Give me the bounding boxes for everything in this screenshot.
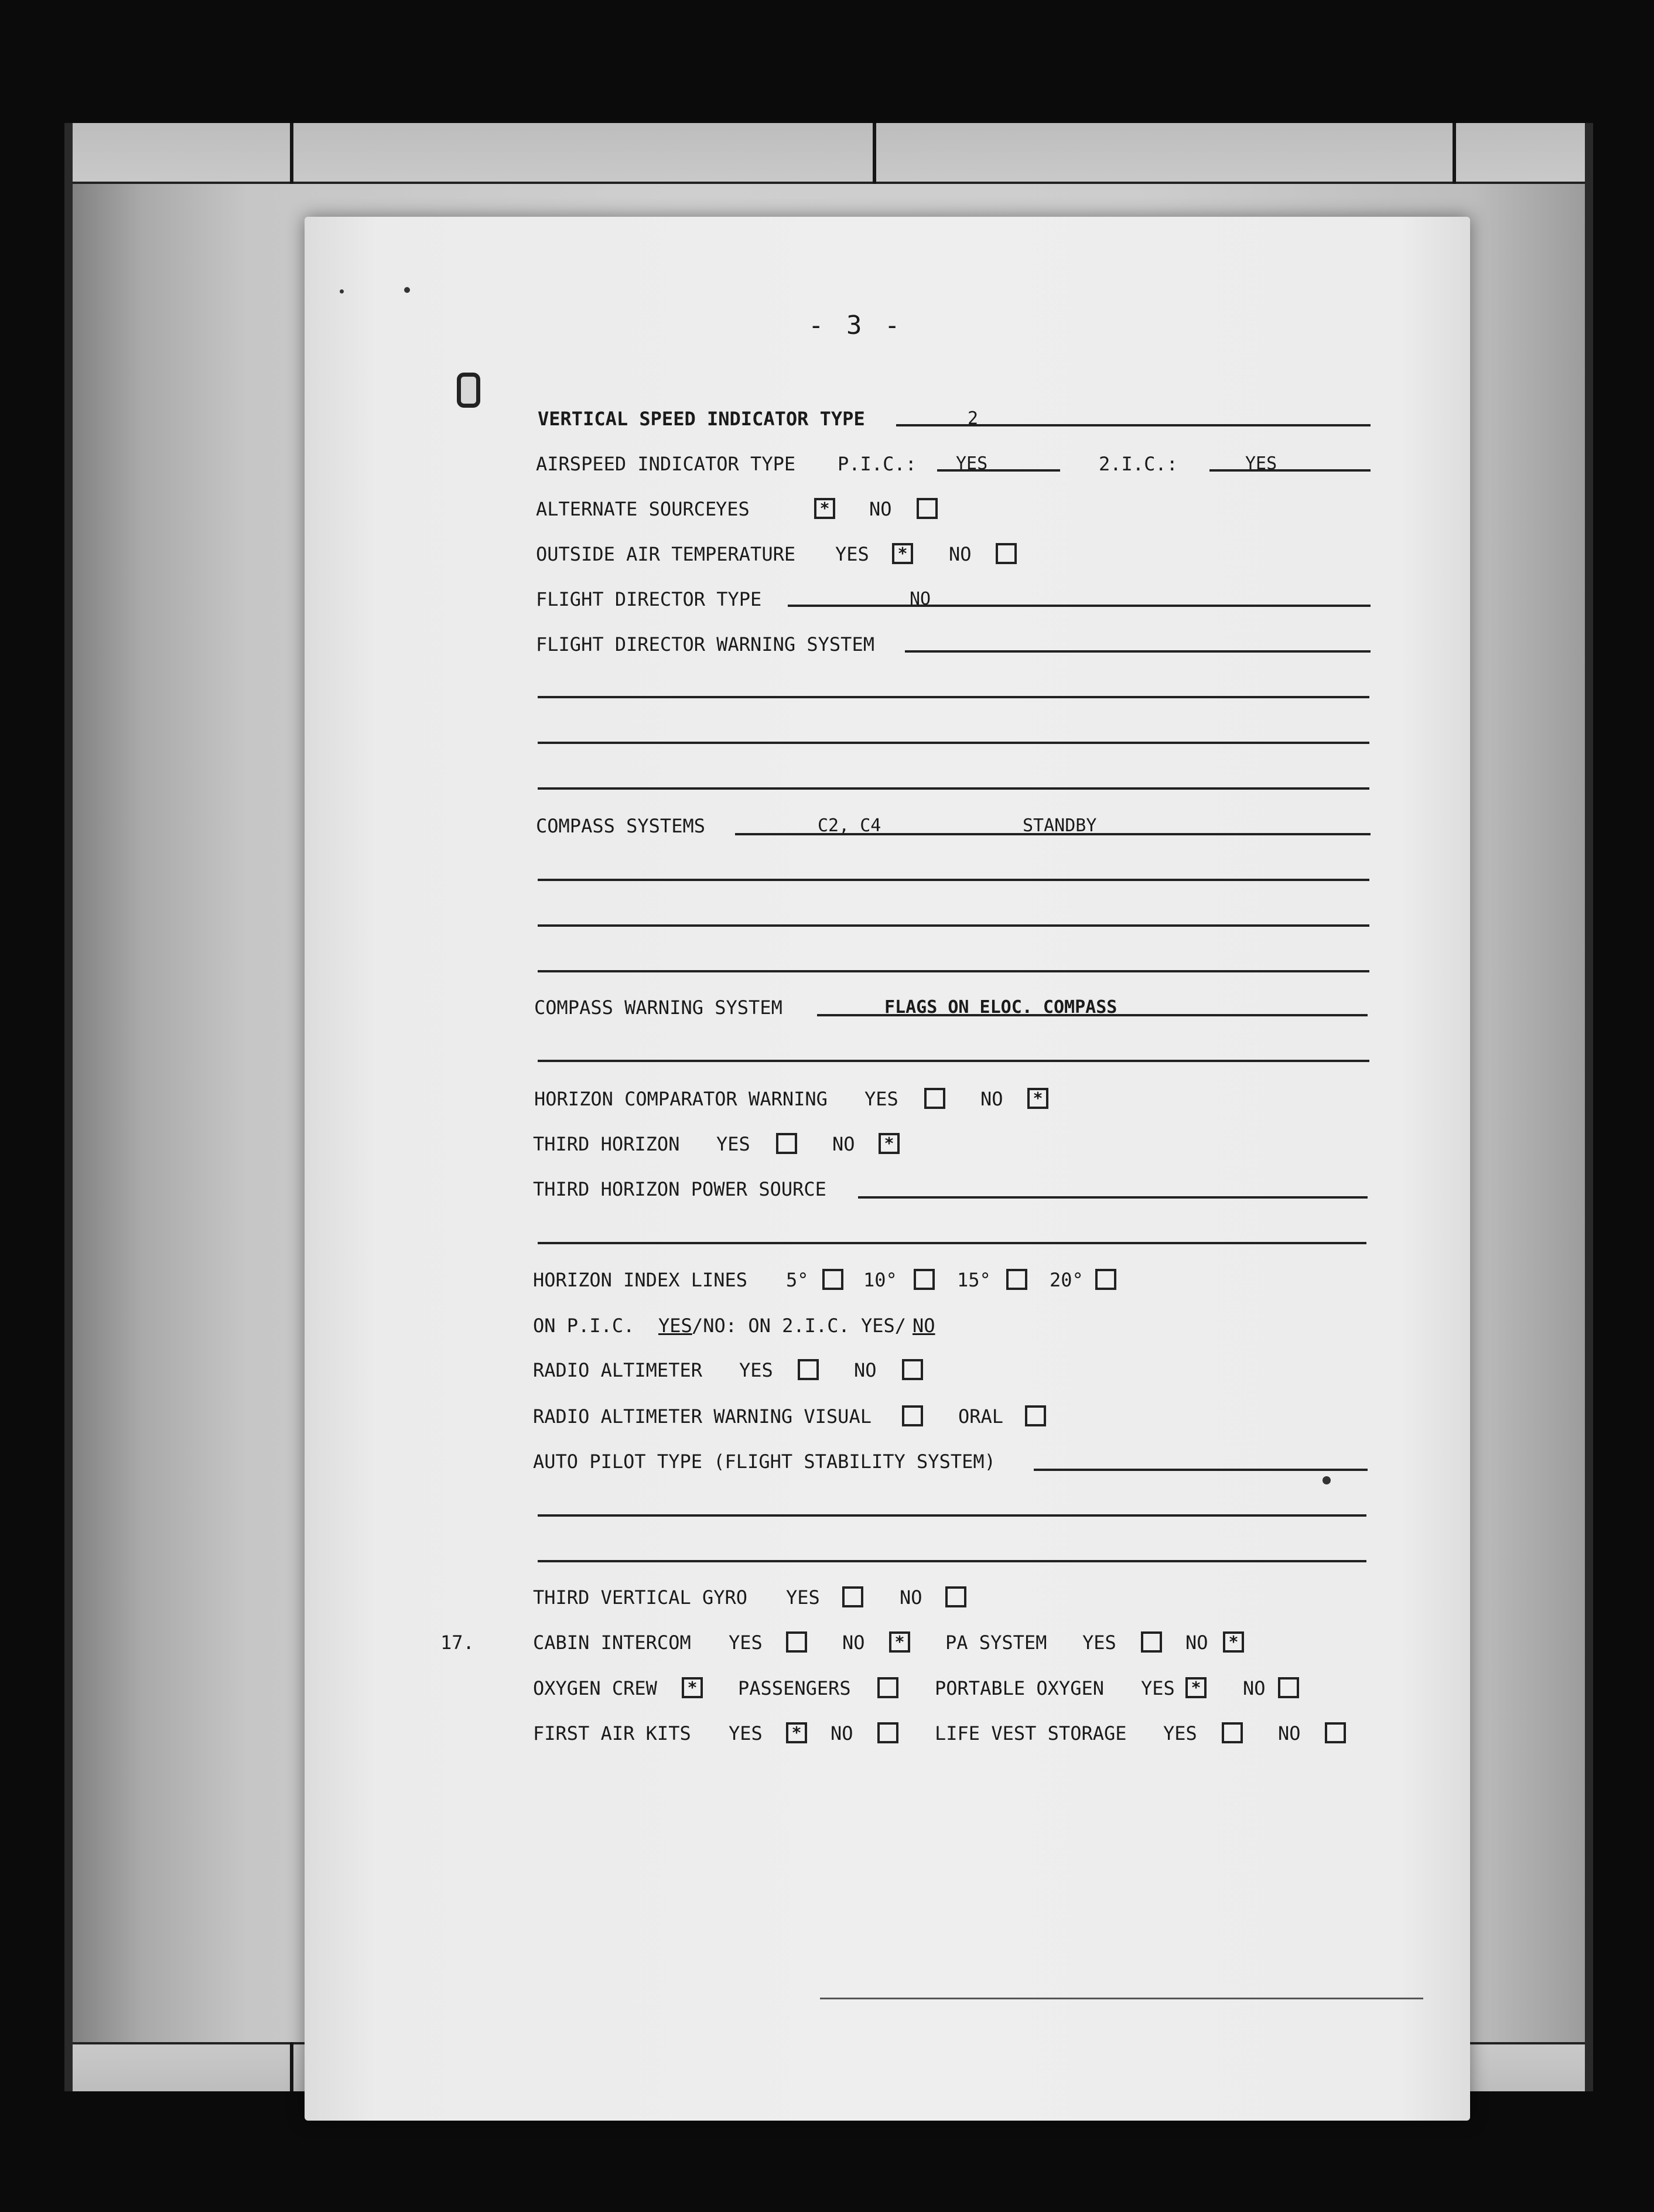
fd-warning-line (905, 650, 1371, 653)
blank-line (538, 1060, 1369, 1062)
row-radio-alt-warning (0, 1402, 1654, 1431)
compass-label: COMPASS SYSTEMS (536, 815, 705, 837)
blank-line (538, 787, 1369, 790)
life-vest-no-label: NO (1278, 1722, 1301, 1745)
alt-source-yes-checkbox[interactable]: * (814, 498, 835, 519)
radio-alt-no-label: NO (854, 1359, 877, 1381)
fd-type-label: FLIGHT DIRECTOR TYPE (536, 588, 762, 610)
vsi-value: 2 (968, 408, 979, 429)
row-third-gyro (0, 1583, 1654, 1612)
row-cabin-intercom (0, 1628, 1654, 1657)
row-alternate-source (0, 494, 1654, 524)
horizon-comp-yes-label: YES (864, 1088, 898, 1110)
oat-label: OUTSIDE AIR TEMPERATURE (536, 543, 796, 565)
index-20-checkbox[interactable] (1095, 1269, 1116, 1290)
portable-oxygen-yes-checkbox[interactable]: * (1185, 1677, 1207, 1698)
airspeed-2ic-label: 2.I.C.: (1099, 453, 1178, 475)
punch-hole-mark (457, 373, 480, 408)
cabin-intercom-no-checkbox[interactable]: * (889, 1631, 910, 1653)
radio-alt-visual-checkbox[interactable] (902, 1405, 923, 1426)
row-oxygen (0, 1674, 1654, 1703)
row-autopilot (0, 1447, 1654, 1476)
autopilot-line (1034, 1469, 1368, 1471)
row-horizon-comparator (0, 1084, 1654, 1114)
airspeed-label: AIRSPEED INDICATOR TYPE (536, 453, 796, 475)
pa-system-no-label: NO (1185, 1631, 1208, 1654)
on-pic-slash: /NO: ON 2.I.C. YES/ (692, 1315, 907, 1337)
row-compass-systems (0, 811, 1654, 841)
third-gyro-yes-label: YES (786, 1586, 820, 1609)
portable-oxygen-label: PORTABLE OXYGEN (935, 1677, 1104, 1699)
third-horizon-no-label: NO (832, 1133, 855, 1155)
fd-type-value: NO (910, 589, 931, 609)
speck (1322, 1476, 1331, 1484)
radio-alt-yes-label: YES (739, 1359, 773, 1381)
row-compass-warning (0, 993, 1654, 1022)
film-divider (1453, 123, 1456, 184)
fd-type-line (788, 605, 1371, 607)
alt-source-label: ALTERNATE SOURCE (536, 498, 717, 520)
footer-rule (820, 1998, 1423, 1999)
oat-no-label: NO (949, 543, 972, 565)
index-10-label: 10° (863, 1269, 897, 1291)
horizon-index-label: HORIZON INDEX LINES (533, 1269, 748, 1291)
pa-system-label: PA SYSTEM (945, 1631, 1047, 1654)
row-radio-altimeter (0, 1356, 1654, 1385)
first-aid-no-label: NO (831, 1722, 853, 1745)
third-horizon-yes-checkbox[interactable] (776, 1133, 797, 1154)
life-vest-no-checkbox[interactable] (1325, 1722, 1346, 1743)
blank-line (538, 879, 1369, 881)
blank-line (538, 742, 1369, 744)
oat-yes-label: YES (835, 543, 869, 565)
life-vest-yes-label: YES (1163, 1722, 1197, 1745)
third-horizon-power-label: THIRD HORIZON POWER SOURCE (533, 1178, 826, 1200)
oat-no-checkbox[interactable] (996, 543, 1017, 564)
blank-line (538, 1242, 1366, 1244)
compass-warning-line (817, 1014, 1368, 1016)
film-divider (290, 123, 293, 184)
row-airspeed (0, 449, 1654, 479)
row-vsi (0, 404, 1654, 433)
row-first-aid (0, 1719, 1654, 1748)
pa-system-yes-label: YES (1082, 1631, 1116, 1654)
blank-line (538, 696, 1369, 698)
first-aid-yes-label: YES (729, 1722, 763, 1745)
alt-source-no-label: NO (869, 498, 892, 520)
first-aid-label: FIRST AIR KITS (533, 1722, 691, 1745)
vsi-label: VERTICAL SPEED INDICATOR TYPE (538, 408, 865, 430)
third-horizon-no-checkbox[interactable]: * (879, 1133, 900, 1154)
airspeed-2ic-line (1209, 469, 1371, 472)
life-vest-label: LIFE VEST STORAGE (935, 1722, 1127, 1745)
airspeed-pic-label: P.I.C.: (838, 453, 917, 475)
portable-oxygen-no-checkbox[interactable] (1278, 1677, 1299, 1698)
compass-warning-label: COMPASS WARNING SYSTEM (534, 996, 782, 1019)
horizon-comp-label: HORIZON COMPARATOR WARNING (534, 1088, 828, 1110)
cabin-intercom-yes-checkbox[interactable] (786, 1631, 807, 1653)
oral-label: ORAL (958, 1405, 1004, 1428)
radio-alt-yes-checkbox[interactable] (798, 1359, 819, 1380)
on-pic-label: ON P.I.C. (533, 1315, 635, 1337)
film-divider (873, 123, 876, 184)
index-5-label: 5° (786, 1269, 809, 1291)
index-15-checkbox[interactable] (1006, 1269, 1027, 1290)
compass-warning-value: FLAGS ON ELOC. COMPASS (884, 997, 1118, 1018)
cabin-intercom-label: CABIN INTERCOM (533, 1631, 691, 1654)
horizon-comp-yes-checkbox[interactable] (924, 1088, 945, 1109)
compass-value-2: STANDBY (1023, 815, 1097, 836)
compass-line (735, 833, 1371, 835)
radio-alt-warn-label: RADIO ALTIMETER WARNING VISUAL (533, 1405, 872, 1428)
radio-alt-label: RADIO ALTIMETER (533, 1359, 702, 1381)
blank-line (538, 970, 1369, 972)
page-number: - 3 - (808, 310, 904, 340)
third-horizon-power-line (858, 1196, 1368, 1199)
fd-warning-label: FLIGHT DIRECTOR WARNING SYSTEM (536, 633, 874, 656)
third-gyro-no-label: NO (900, 1586, 922, 1609)
passengers-checkbox[interactable] (877, 1677, 898, 1698)
row-oat (0, 540, 1654, 569)
on-2ic-no: NO (913, 1315, 935, 1337)
third-horizon-yes-label: YES (716, 1133, 750, 1155)
oxygen-crew-checkbox[interactable]: * (682, 1677, 703, 1698)
blank-line (538, 1560, 1366, 1562)
first-aid-yes-checkbox[interactable]: * (786, 1722, 807, 1743)
passengers-label: PASSENGERS (738, 1677, 851, 1699)
film-top-strip (64, 123, 1593, 184)
third-gyro-label: THIRD VERTICAL GYRO (533, 1586, 748, 1609)
airspeed-pic-line (937, 469, 1060, 472)
row-third-horizon-power (0, 1175, 1654, 1204)
airspeed-2ic-value: YES (1245, 453, 1277, 474)
oxygen-crew-label: OXYGEN CREW (533, 1677, 657, 1699)
speck (404, 287, 410, 293)
index-10-checkbox[interactable] (914, 1269, 935, 1290)
item-number-17: 17. (440, 1631, 474, 1654)
on-pic-yes: YES (658, 1315, 692, 1337)
alt-source-yes-label: YES (716, 498, 750, 520)
portable-oxygen-yes-label: YES (1141, 1677, 1175, 1699)
third-gyro-yes-checkbox[interactable] (842, 1586, 863, 1607)
alt-source-no-checkbox[interactable] (917, 498, 938, 519)
row-on-pic (0, 1311, 1654, 1340)
horizon-comp-no-label: NO (980, 1088, 1003, 1110)
pa-system-no-checkbox[interactable]: * (1223, 1631, 1244, 1653)
horizon-comp-no-checkbox[interactable]: * (1027, 1088, 1048, 1109)
autopilot-label: AUTO PILOT TYPE (FLIGHT STABILITY SYSTEM) (533, 1450, 996, 1473)
row-fd-type (0, 585, 1654, 614)
index-15-label: 15° (957, 1269, 991, 1291)
index-5-checkbox[interactable] (822, 1269, 843, 1290)
cabin-intercom-yes-label: YES (729, 1631, 763, 1654)
oat-yes-checkbox[interactable]: * (892, 543, 913, 564)
radio-alt-oral-checkbox[interactable] (1025, 1405, 1046, 1426)
radio-alt-no-checkbox[interactable] (902, 1359, 923, 1380)
vsi-line (896, 424, 1371, 426)
airspeed-pic-value: YES (956, 453, 988, 474)
life-vest-yes-checkbox[interactable] (1222, 1722, 1243, 1743)
row-third-horizon (0, 1129, 1654, 1159)
blank-line (538, 924, 1369, 927)
row-horizon-index (0, 1265, 1654, 1295)
pa-system-yes-checkbox[interactable] (1141, 1631, 1162, 1653)
cabin-intercom-no-label: NO (842, 1631, 865, 1654)
first-aid-no-checkbox[interactable] (877, 1722, 898, 1743)
portable-oxygen-no-label: NO (1243, 1677, 1266, 1699)
third-gyro-no-checkbox[interactable] (945, 1586, 966, 1607)
index-20-label: 20° (1050, 1269, 1084, 1291)
third-horizon-label: THIRD HORIZON (533, 1133, 680, 1155)
blank-line (538, 1514, 1366, 1517)
compass-value-1: C2, C4 (818, 815, 881, 836)
row-fd-warning (0, 630, 1654, 659)
film-divider (290, 2042, 293, 2091)
speck (340, 289, 344, 293)
